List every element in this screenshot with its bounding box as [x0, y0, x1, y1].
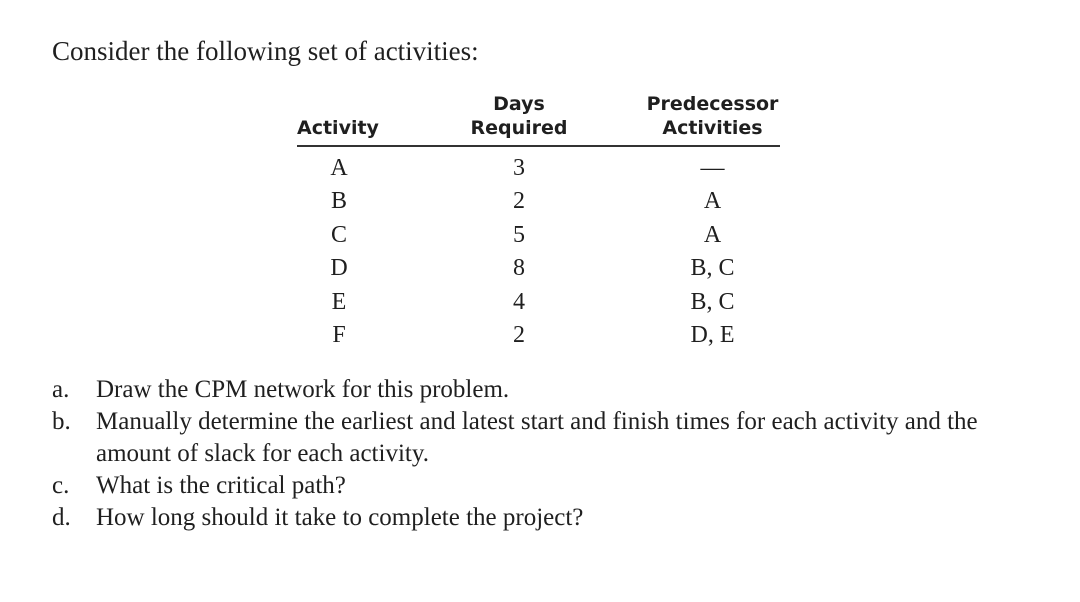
intro-text: Consider the following set of activities: — [52, 36, 479, 66]
cell-predecessors: D, E — [690, 322, 735, 349]
question-text: How long should it take to complete the project? — [96, 504, 584, 531]
cell-days: 3 — [513, 155, 525, 181]
table-header-row — [297, 92, 780, 146]
cell-predecessors: A — [703, 188, 722, 215]
header-days-line-1: Days — [493, 93, 545, 115]
header-predecessor-line-1: Predecessor — [646, 93, 779, 115]
question-item — [52, 374, 1052, 406]
cell-predecessors: B, C — [690, 288, 735, 315]
cell-activity: B — [330, 188, 347, 215]
activities-table — [297, 92, 780, 352]
cell-predecessors: A — [703, 221, 722, 248]
question-marker: d. — [52, 504, 71, 531]
header-predecessor-activities — [645, 92, 780, 146]
question-item — [52, 470, 1052, 502]
cell-activity: A — [330, 155, 348, 181]
cell-days: 2 — [513, 322, 525, 349]
header-activity-line-1: Activity — [297, 117, 379, 139]
question-marker: c. — [52, 472, 70, 499]
cell-activity: C — [330, 221, 347, 248]
activities-table-container — [297, 92, 780, 352]
question-text: What is the critical path? — [96, 472, 346, 499]
cell-predecessors: B, C — [690, 255, 735, 282]
question-text: Draw the CPM network for this problem. — [96, 376, 510, 403]
table-row — [297, 252, 780, 285]
question-item — [52, 502, 1052, 534]
question-marker: a. — [52, 376, 70, 403]
table-row — [297, 219, 780, 252]
cell-days: 5 — [513, 221, 525, 248]
cell-days: 4 — [513, 288, 525, 315]
header-activity — [297, 92, 393, 146]
questions-list — [52, 374, 1052, 534]
table-row — [297, 146, 780, 185]
cell-activity: E — [331, 288, 347, 315]
question-marker: b. — [52, 408, 71, 435]
table-row — [297, 319, 780, 352]
cell-activity: D — [330, 255, 348, 282]
cell-days: 2 — [513, 188, 525, 215]
header-predecessor-line-2: Activities — [662, 117, 763, 139]
question-item — [52, 406, 1052, 470]
header-days-required — [393, 92, 645, 146]
table-row — [297, 185, 780, 218]
question-text: Manually determine the earliest and latest start and finish times for each activity and the amount of slack for each activity. — [96, 408, 978, 467]
table-row — [297, 286, 780, 319]
cell-predecessors: — — [700, 155, 725, 181]
cell-days: 8 — [513, 255, 525, 282]
header-days-line-2: Required — [470, 117, 568, 139]
cell-activity: F — [332, 322, 346, 349]
